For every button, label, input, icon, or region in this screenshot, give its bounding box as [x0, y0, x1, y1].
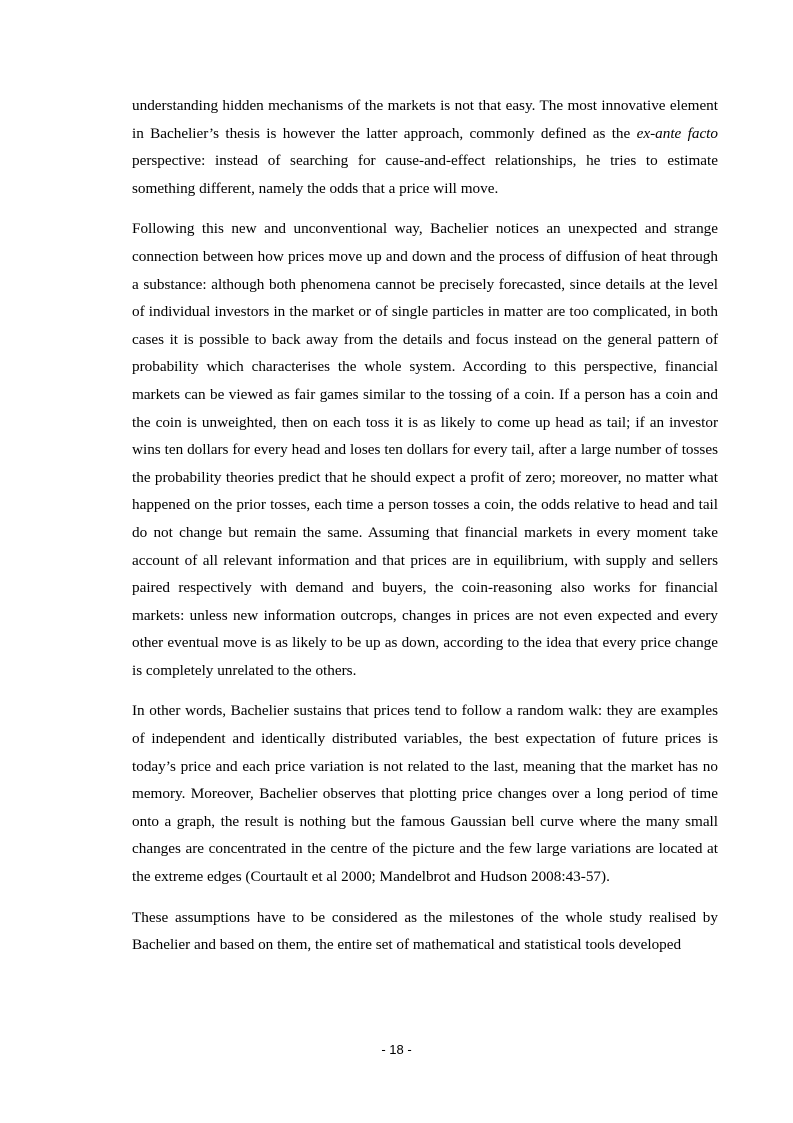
- italic-term: ex-ante facto: [636, 124, 718, 142]
- text-segment: understanding hidden mechanisms of the markets is not that easy. The most innovative element in Bachelier’s thesis is however the latter approach, commonly defined as the: [132, 97, 718, 142]
- page-number: - 18 -: [381, 1042, 412, 1057]
- paragraph: [132, 215, 718, 684]
- text-segment: These assumptions have to be considered as the milestones of the whole study realised by Bachelier and based on them, the entire set of mathematical and statistical tools developed: [132, 908, 718, 954]
- paragraph: [132, 92, 718, 202]
- text-segment: In other words, Bachelier sustains that prices tend to follow a random walk: they are examples of independent and identically distributed variables, the best expectation of future prices is today’s price and each price variation is not related to the last, meaning that the market has no memory. Moreover, Bachelier observes that plotting price changes over a long period of time onto a graph, the result is nothing but the famous Gaussian bell curve where the many small changes are concentrated in the centre of the picture and the few large variations are located at the extreme edges (Courtault et al 2000; Mandelbrot and Hudson 2008:43-57).: [132, 702, 718, 886]
- text-segment: perspective: instead of searching for cause-and-effect relationships, he tries to estimate something different, namely the odds that a price will move.: [132, 152, 718, 197]
- body-text: [132, 92, 718, 959]
- paragraph: [132, 697, 718, 890]
- paragraph: [132, 904, 718, 959]
- text-segment: Following this new and unconventional way, Bachelier notices an unexpected and strange connection between how prices move up and down and the process of diffusion of heat through a substance: although both phenomena cannot be precisely forecasted, since details at the level of individual investors in the market or of single particles in matter are too complicated, in both cases it is possible to back away from the details and focus instead on the general pattern of probability which characterises the whole system. According to this perspective, financial markets can be viewed as fair games similar to the tossing of a coin. If a person has a coin and the coin is unweighted, then on each toss it is as likely to come up head as tail; if an investor wins ten dollars for every head and loses ten dollars for every tail, after a large number of tosses the probability theories predict that he should expect a profit of zero; moreover, no matter what happened on the prior tosses, each time a person tosses a coin, the odds relative to head and tail do not change but remain the same. Assuming that financial markets in every moment take account of all relevant information and that prices are in equilibrium, with supply and sellers paired respectively with demand and buyers, the coin-reasoning also works for financial markets: unless new information outcrops, changes in prices are not even expected and every other eventual move is as likely to be up as down, according to the idea that every price change is completely unrelated to the others.: [132, 220, 718, 679]
